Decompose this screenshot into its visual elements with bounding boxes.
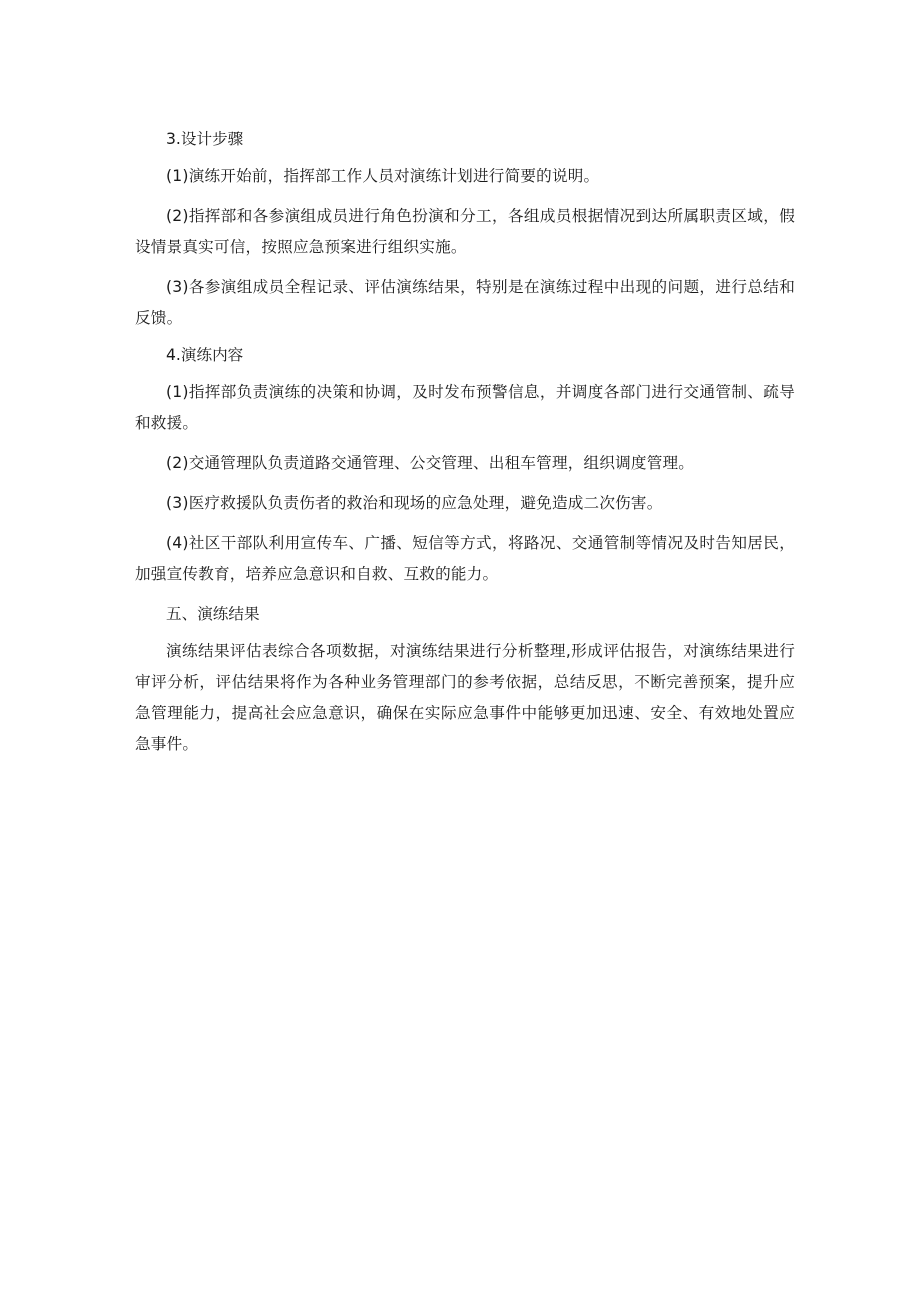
drill-content-2: (2)交通管理队负责道路交通管理、公交管理、出租车管理，组织调度管理。 [166,454,695,472]
drill-results-body: 演练结果评估表综合各项数据，对演练结果进行分析整理,形成评估报告，对演练结果进行审评分析，评估结果将作为各种业务管理部门的参考依据，总结反思，不断完善预案，提升应急管理能力，提高社会应急意识，确保在实际应急事件中能够更加迅速、安全、有效地处置应急事件。 [135,642,795,753]
document-body [135,124,795,760]
drill-content-1: (1)指挥部负责演练的决策和协调，及时发布预警信息，并调度各部门进行交通管制、疏导和救援。 [135,383,795,432]
section-heading-drill-results: 五、演练结果 [166,605,260,623]
design-step-3: (3)各参演组成员全程记录、评估演练结果，特别是在演练过程中出现的问题，进行总结和反馈。 [135,278,795,327]
drill-content-3: (3)医疗救援队负责伤者的救治和现场的应急处理，避免造成二次伤害。 [166,494,663,512]
section-heading-design-steps: 3.设计步骤 [166,130,244,148]
design-step-1: (1)演练开始前，指挥部工作人员对演练计划进行简要的说明。 [166,167,600,185]
section-heading-drill-content: 4.演练内容 [166,346,244,364]
drill-content-4: (4)社区干部队利用宣传车、广播、短信等方式，将路况、交通管制等情况及时告知居民，加强宣传教育，培养应急意识和自救、互救的能力。 [135,534,795,583]
design-step-2: (2)指挥部和各参演组成员进行角色扮演和分工，各组成员根据情况到达所属职责区域，假设情景真实可信，按照应急预案进行组织实施。 [135,207,795,256]
